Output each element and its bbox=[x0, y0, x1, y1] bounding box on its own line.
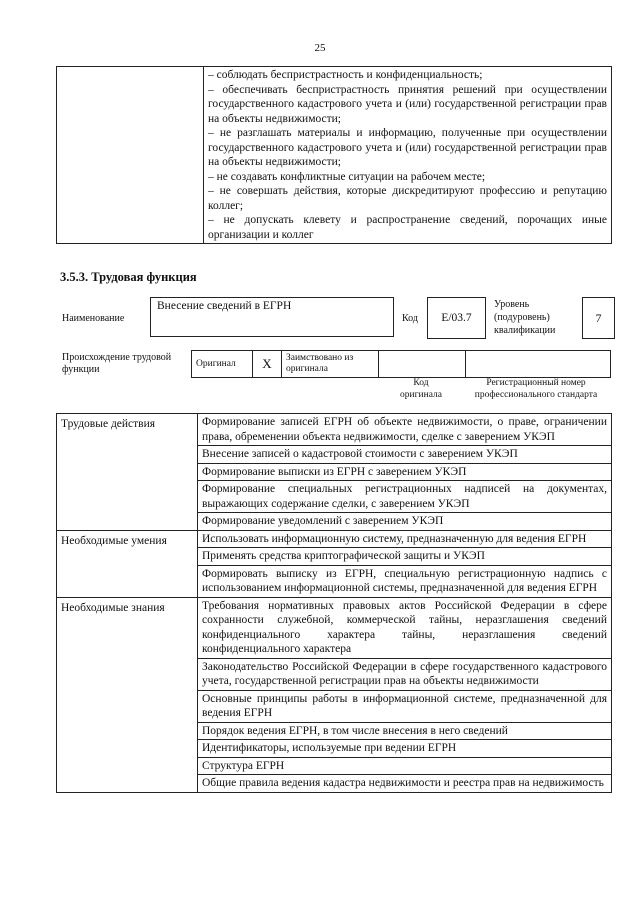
original-mark-cell: X bbox=[253, 351, 282, 378]
code-value-box: E/03.7 bbox=[427, 297, 486, 339]
function-name-box: Внесение сведений в ЕГРН bbox=[150, 297, 394, 337]
empty-left-cell bbox=[57, 67, 204, 244]
table-row: Идентификаторы, используемые при ведении ЕГРН bbox=[198, 740, 612, 758]
original-label-cell: Оригинал bbox=[192, 351, 253, 378]
level-value-box: 7 bbox=[582, 297, 615, 339]
reg-number-cell bbox=[466, 351, 611, 378]
top-continuation-table bbox=[56, 66, 612, 244]
table-row: Порядок ведения ЕГРН, в том числе внесения в него сведений bbox=[198, 722, 612, 740]
table-row: Общие правила ведения кадастра недвижимости и реестра прав на недвижимость bbox=[198, 775, 612, 793]
level-label: Уровень (подуровень) квалификации bbox=[494, 299, 556, 336]
ethics-list-cell bbox=[204, 67, 612, 244]
reg-number-caption: Регистрационный номер профессионального стандарта bbox=[474, 378, 598, 400]
table-row: Законодательство Российской Федерации в сфере государственного кадастрового учета, государственной регистрации прав на объекты недвижимости bbox=[198, 658, 612, 690]
ethics-item: – не создавать конфликтные ситуации на рабочем месте; bbox=[208, 170, 486, 183]
table-row: Требования нормативных правовых актов Российской Федерации в сфере сохранности служебной, коммерческой тайны, неразглашения сведений конфиденциального характера тайны, неразглашения сведений конфиденциального характера bbox=[198, 597, 612, 658]
ethics-item: – обеспечивать беспристрастность принятия решений при осуществлении государственного кадастрового учета и (или) государственной регистрации прав на объекты недвижимости; bbox=[208, 83, 607, 125]
table-row: Формирование специальных регистрационных надписей на документах, выражающих содержание сделки, с заверением УКЭП bbox=[198, 481, 612, 513]
group-label-skills: Необходимые умения bbox=[57, 530, 198, 597]
table-row: Формировать выписку из ЕГРН, специальную регистрационную надпись с использованием информационной системы, предназначенной для ведения ЕГРН bbox=[198, 565, 612, 597]
code-label: Код bbox=[402, 313, 418, 324]
code-original-caption: Код оригинала bbox=[400, 378, 442, 400]
table-row: Формирование записей ЕГРН об объекте недвижимости, о праве, ограничении права, обременении объекта недвижимости, сделке с заверением УКЭП bbox=[198, 414, 612, 446]
borrowed-label-cell: Заимствовано из оригинала bbox=[282, 351, 379, 378]
origin-table bbox=[191, 350, 611, 378]
section-title: 3.5.3. Трудовая функция bbox=[60, 270, 197, 284]
table-row: Внесение записей о кадастровой стоимости с заверением УКЭП bbox=[198, 446, 612, 464]
group-label-knowledge: Необходимые знания bbox=[57, 597, 198, 792]
table-row: Применять средства криптографической защиты и УКЭП bbox=[198, 548, 612, 566]
table-row: Основные принципы работы в информационной системе, предназначенной для ведения ЕГРН bbox=[198, 690, 612, 722]
ethics-item: – не разглашать материалы и информацию, полученные при осуществлении государственного кадастрового учета и (или) государственной регистрации прав на объекты недвижимости; bbox=[208, 127, 607, 168]
code-original-cell bbox=[379, 351, 466, 378]
table-row: Структура ЕГРН bbox=[198, 757, 612, 775]
page-number: 25 bbox=[314, 42, 326, 54]
ethics-item: – не совершать действия, которые дискредитируют профессию и репутацию коллег; bbox=[208, 185, 607, 212]
origin-label: Происхождение трудовой функции bbox=[62, 352, 172, 375]
table-row: Использовать информационную систему, предназначенную для ведения ЕГРН bbox=[198, 530, 612, 548]
table-row: Формирование уведомлений с заверением УКЭП bbox=[198, 513, 612, 531]
ethics-item: – не допускать клевету и распространение сведений, порочащих иные организации и коллег bbox=[208, 214, 607, 241]
name-label: Наименование bbox=[62, 313, 125, 324]
group-label-actions: Трудовые действия bbox=[57, 414, 198, 531]
table-row: Формирование выписки из ЕГРН с заверением УКЭП bbox=[198, 463, 612, 481]
ethics-item: – соблюдать беспристрастность и конфиденциальность; bbox=[208, 69, 483, 81]
function-details-table bbox=[56, 413, 612, 793]
